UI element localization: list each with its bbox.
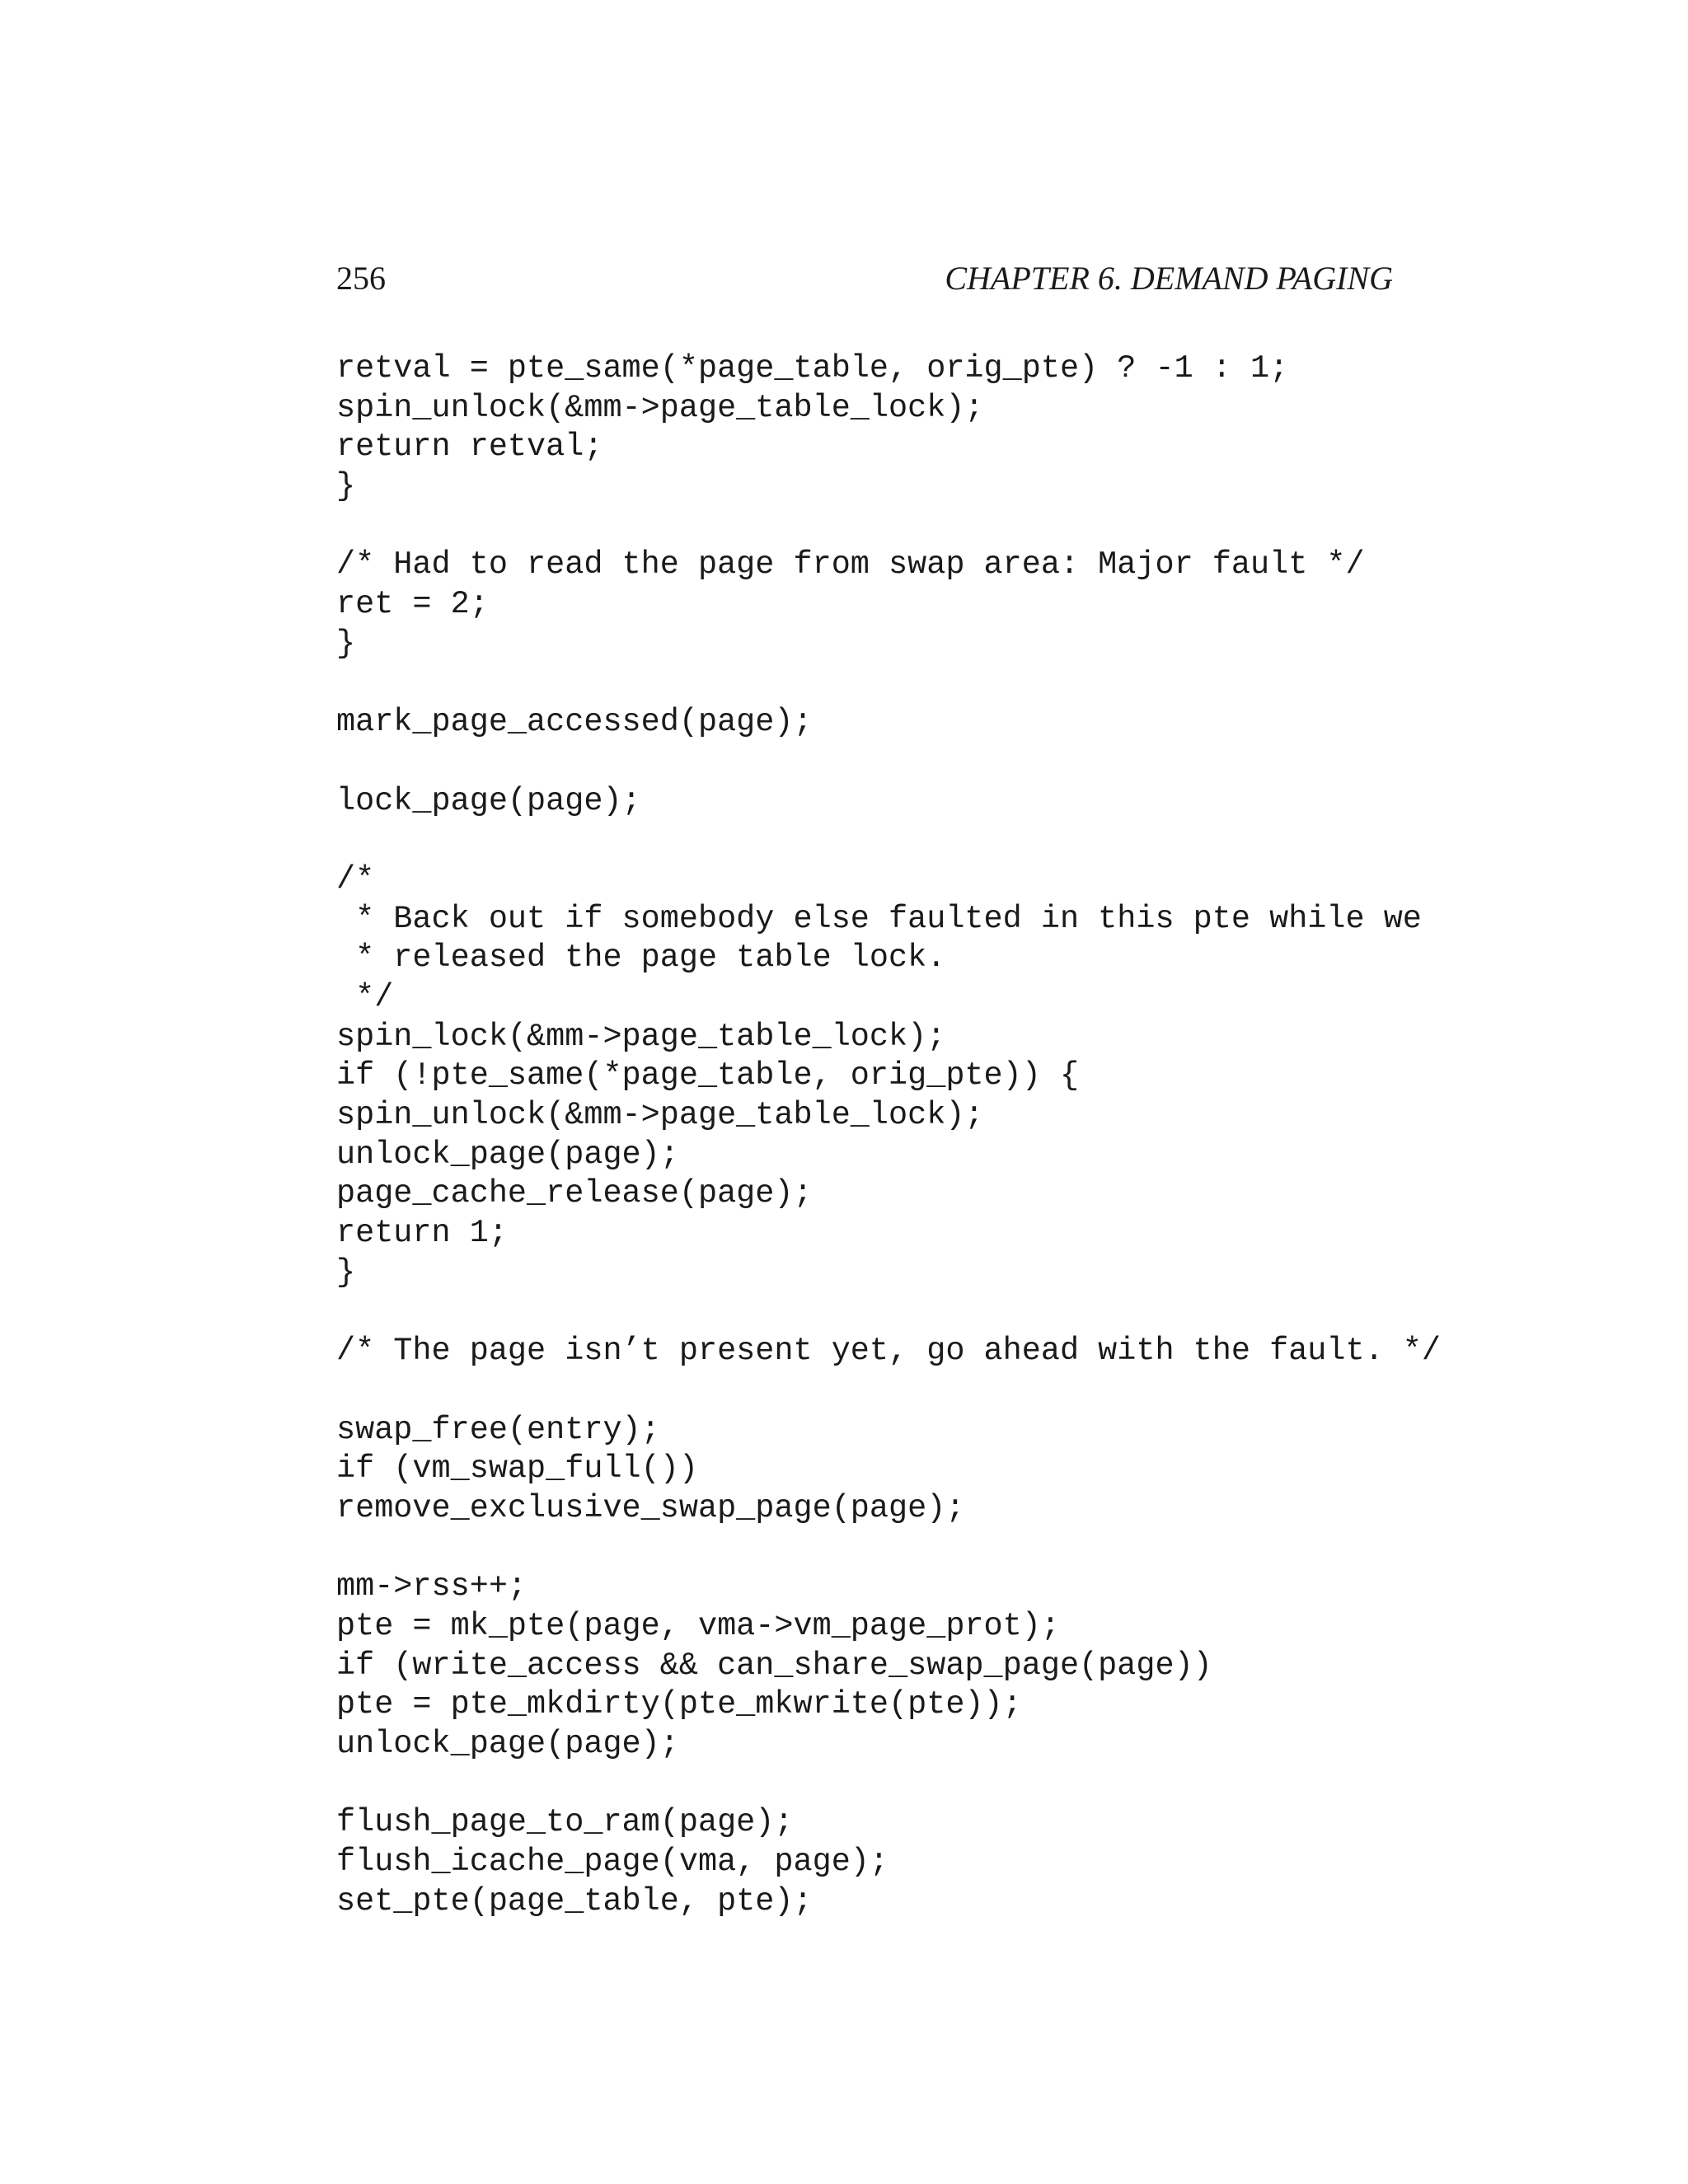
code-line: spin_unlock(&mm->page_table_lock); <box>336 389 984 426</box>
code-line: return retval; <box>336 429 603 466</box>
code-line <box>336 1371 1408 1411</box>
code-line: flush_icache_page(vma, page); <box>336 1844 889 1881</box>
code-line: remove_exclusive_swap_page(page); <box>336 1489 965 1526</box>
code-line <box>336 507 1408 546</box>
code-line: if (vm_swap_full()) <box>336 1451 698 1488</box>
code-line: set_pte(page_table, pte); <box>336 1882 813 1919</box>
code-line: unlock_page(page); <box>336 1136 679 1173</box>
code-line: } <box>336 468 356 505</box>
code-line: retval = pte_same(*page_table, orig_pte) ? -1 : 1; <box>336 350 1289 387</box>
code-line: } <box>336 1254 356 1291</box>
code-line: ret = 2; <box>336 586 489 623</box>
code-line: * released the page table lock. <box>336 940 946 977</box>
code-line: mark_page_accessed(page); <box>336 704 813 741</box>
code-line: spin_unlock(&mm->page_table_lock); <box>336 1097 984 1134</box>
code-line <box>336 821 1408 860</box>
code-line: /* <box>336 860 375 898</box>
code-line: unlock_page(page); <box>336 1726 679 1763</box>
code-line: lock_page(page); <box>336 782 641 819</box>
code-line <box>336 1765 1408 1804</box>
code-line <box>336 1293 1408 1333</box>
code-line: page_cache_release(page); <box>336 1175 813 1212</box>
code-line: */ <box>336 979 394 1015</box>
code-line: /* Had to read the page from swap area: Major fault */ <box>336 546 1365 583</box>
code-line <box>336 664 1408 704</box>
code-line <box>336 1529 1408 1568</box>
page-number: 256 <box>336 260 386 297</box>
code-line: swap_free(entry); <box>336 1411 660 1448</box>
code-line: * Back out if somebody else faulted in this pte while we <box>336 900 1422 937</box>
code-line: spin_lock(&mm->page_table_lock); <box>336 1018 946 1055</box>
code-line: /* The page isn’t present yet, go ahead with the fault. */ <box>336 1333 1442 1370</box>
code-line: if (!pte_same(*page_table, orig_pte)) { <box>336 1057 1080 1094</box>
code-line: mm->rss++; <box>336 1568 528 1605</box>
code-line: } <box>336 625 356 662</box>
code-line: flush_page_to_ram(page); <box>336 1804 794 1841</box>
running-header: CHAPTER 6. DEMAND PAGING <box>945 260 1393 297</box>
code-line: return 1; <box>336 1215 508 1252</box>
code-line: pte = pte_mkdirty(pte_mkwrite(pte)); <box>336 1686 1022 1723</box>
code-listing <box>336 349 1442 1922</box>
code-line: pte = mk_pte(page, vma->vm_page_prot); <box>336 1608 1060 1644</box>
code-line <box>336 743 1408 782</box>
code-line: if (write_access && can_share_swap_page(page)) <box>336 1647 1212 1684</box>
